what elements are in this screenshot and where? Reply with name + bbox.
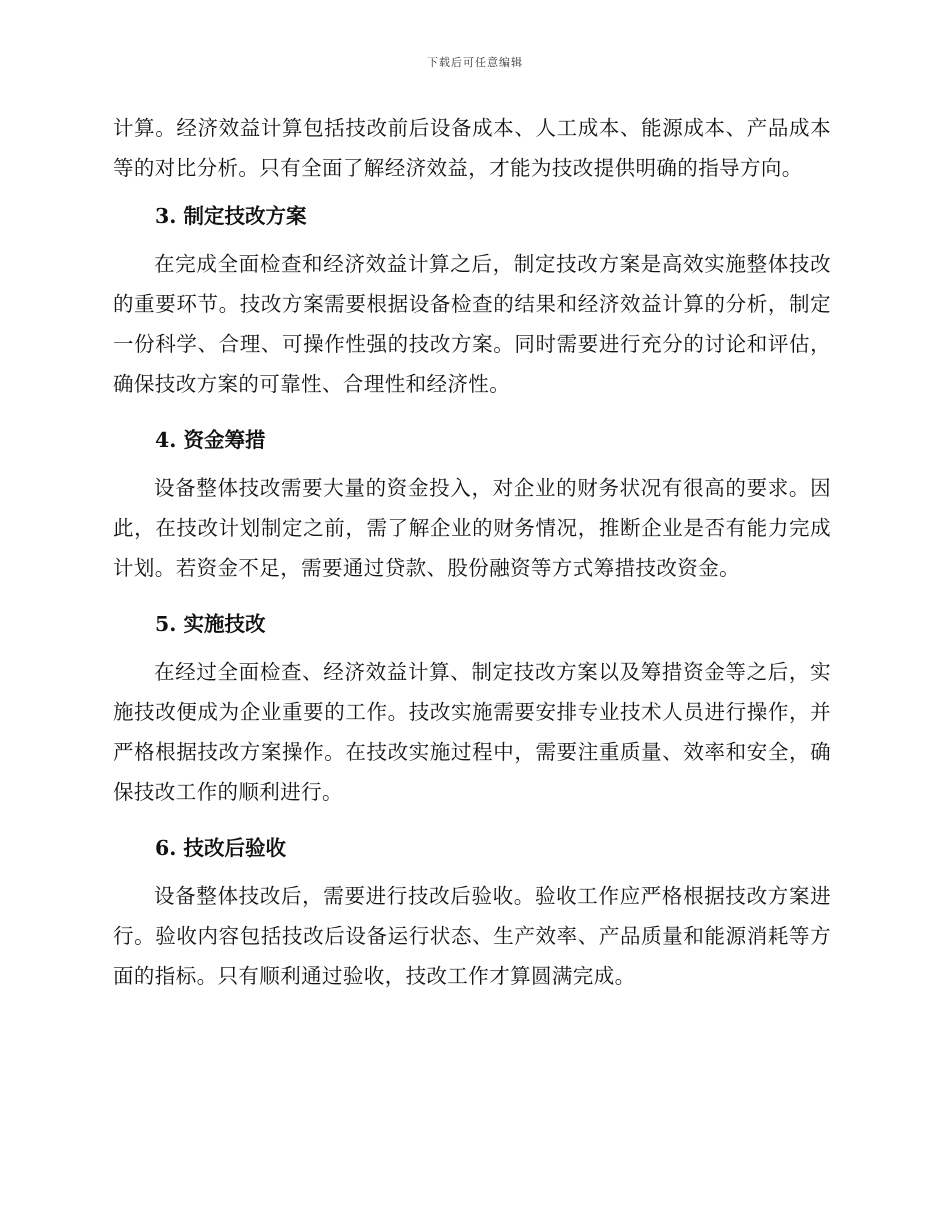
spacer bbox=[113, 588, 831, 604]
section-heading-6: 6. 技改后验收 bbox=[155, 836, 287, 860]
spacer bbox=[113, 868, 831, 876]
spacer bbox=[113, 812, 831, 828]
section-heading-3: 3. 制定技改方案 bbox=[155, 204, 307, 228]
section-heading-4: 4. 资金筹措 bbox=[155, 428, 266, 452]
intro-paragraph: 计算。经济效益计算包括技改前后设备成本、人工成本、能源成本、产品成本等的对比分析。只有全面了解经济效益，才能为技改提供明确的指导方向。 bbox=[113, 116, 831, 180]
spacer bbox=[113, 188, 831, 196]
spacer bbox=[113, 644, 831, 652]
section-body-4: 设备整体技改需要大量的资金投入，对企业的财务状况有很高的要求。因此，在技改计划制定之前，需了解企业的财务情况，推断企业是否有能力完成计划。若资金不足，需要通过贷款、股份融资等方式筹措技改资金。 bbox=[113, 476, 831, 580]
section-heading-5: 5. 实施技改 bbox=[155, 612, 266, 636]
section-body-3: 在完成全面检查和经济效益计算之后，制定技改方案是高效实施整体技改的重要环节。技改方案需要根据设备检查的结果和经济效益计算的分析，制定一份科学、合理、可操作性强的技改方案。同时需要进行充分的讨论和评估，确保技改方案的可靠性、合理性和经济性。 bbox=[113, 252, 831, 396]
section-body-6: 设备整体技改后，需要进行技改后验收。验收工作应严格根据技改方案进行。验收内容包括技改后设备运行状态、生产效率、产品质量和能源消耗等方面的指标。只有顺利通过验收，技改工作才算圆满完成。 bbox=[113, 884, 831, 988]
page-header: 下载后可任意编辑 bbox=[427, 56, 523, 69]
document-body bbox=[113, 108, 831, 996]
spacer bbox=[113, 404, 831, 420]
spacer bbox=[113, 460, 831, 468]
spacer bbox=[113, 236, 831, 244]
section-body-5: 在经过全面检查、经济效益计算、制定技改方案以及筹措资金等之后，实施技改便成为企业重要的工作。技改实施需要安排专业技术人员进行操作，并严格根据技改方案操作。在技改实施过程中，需要注重质量、效率和安全，确保技改工作的顺利进行。 bbox=[113, 660, 831, 804]
